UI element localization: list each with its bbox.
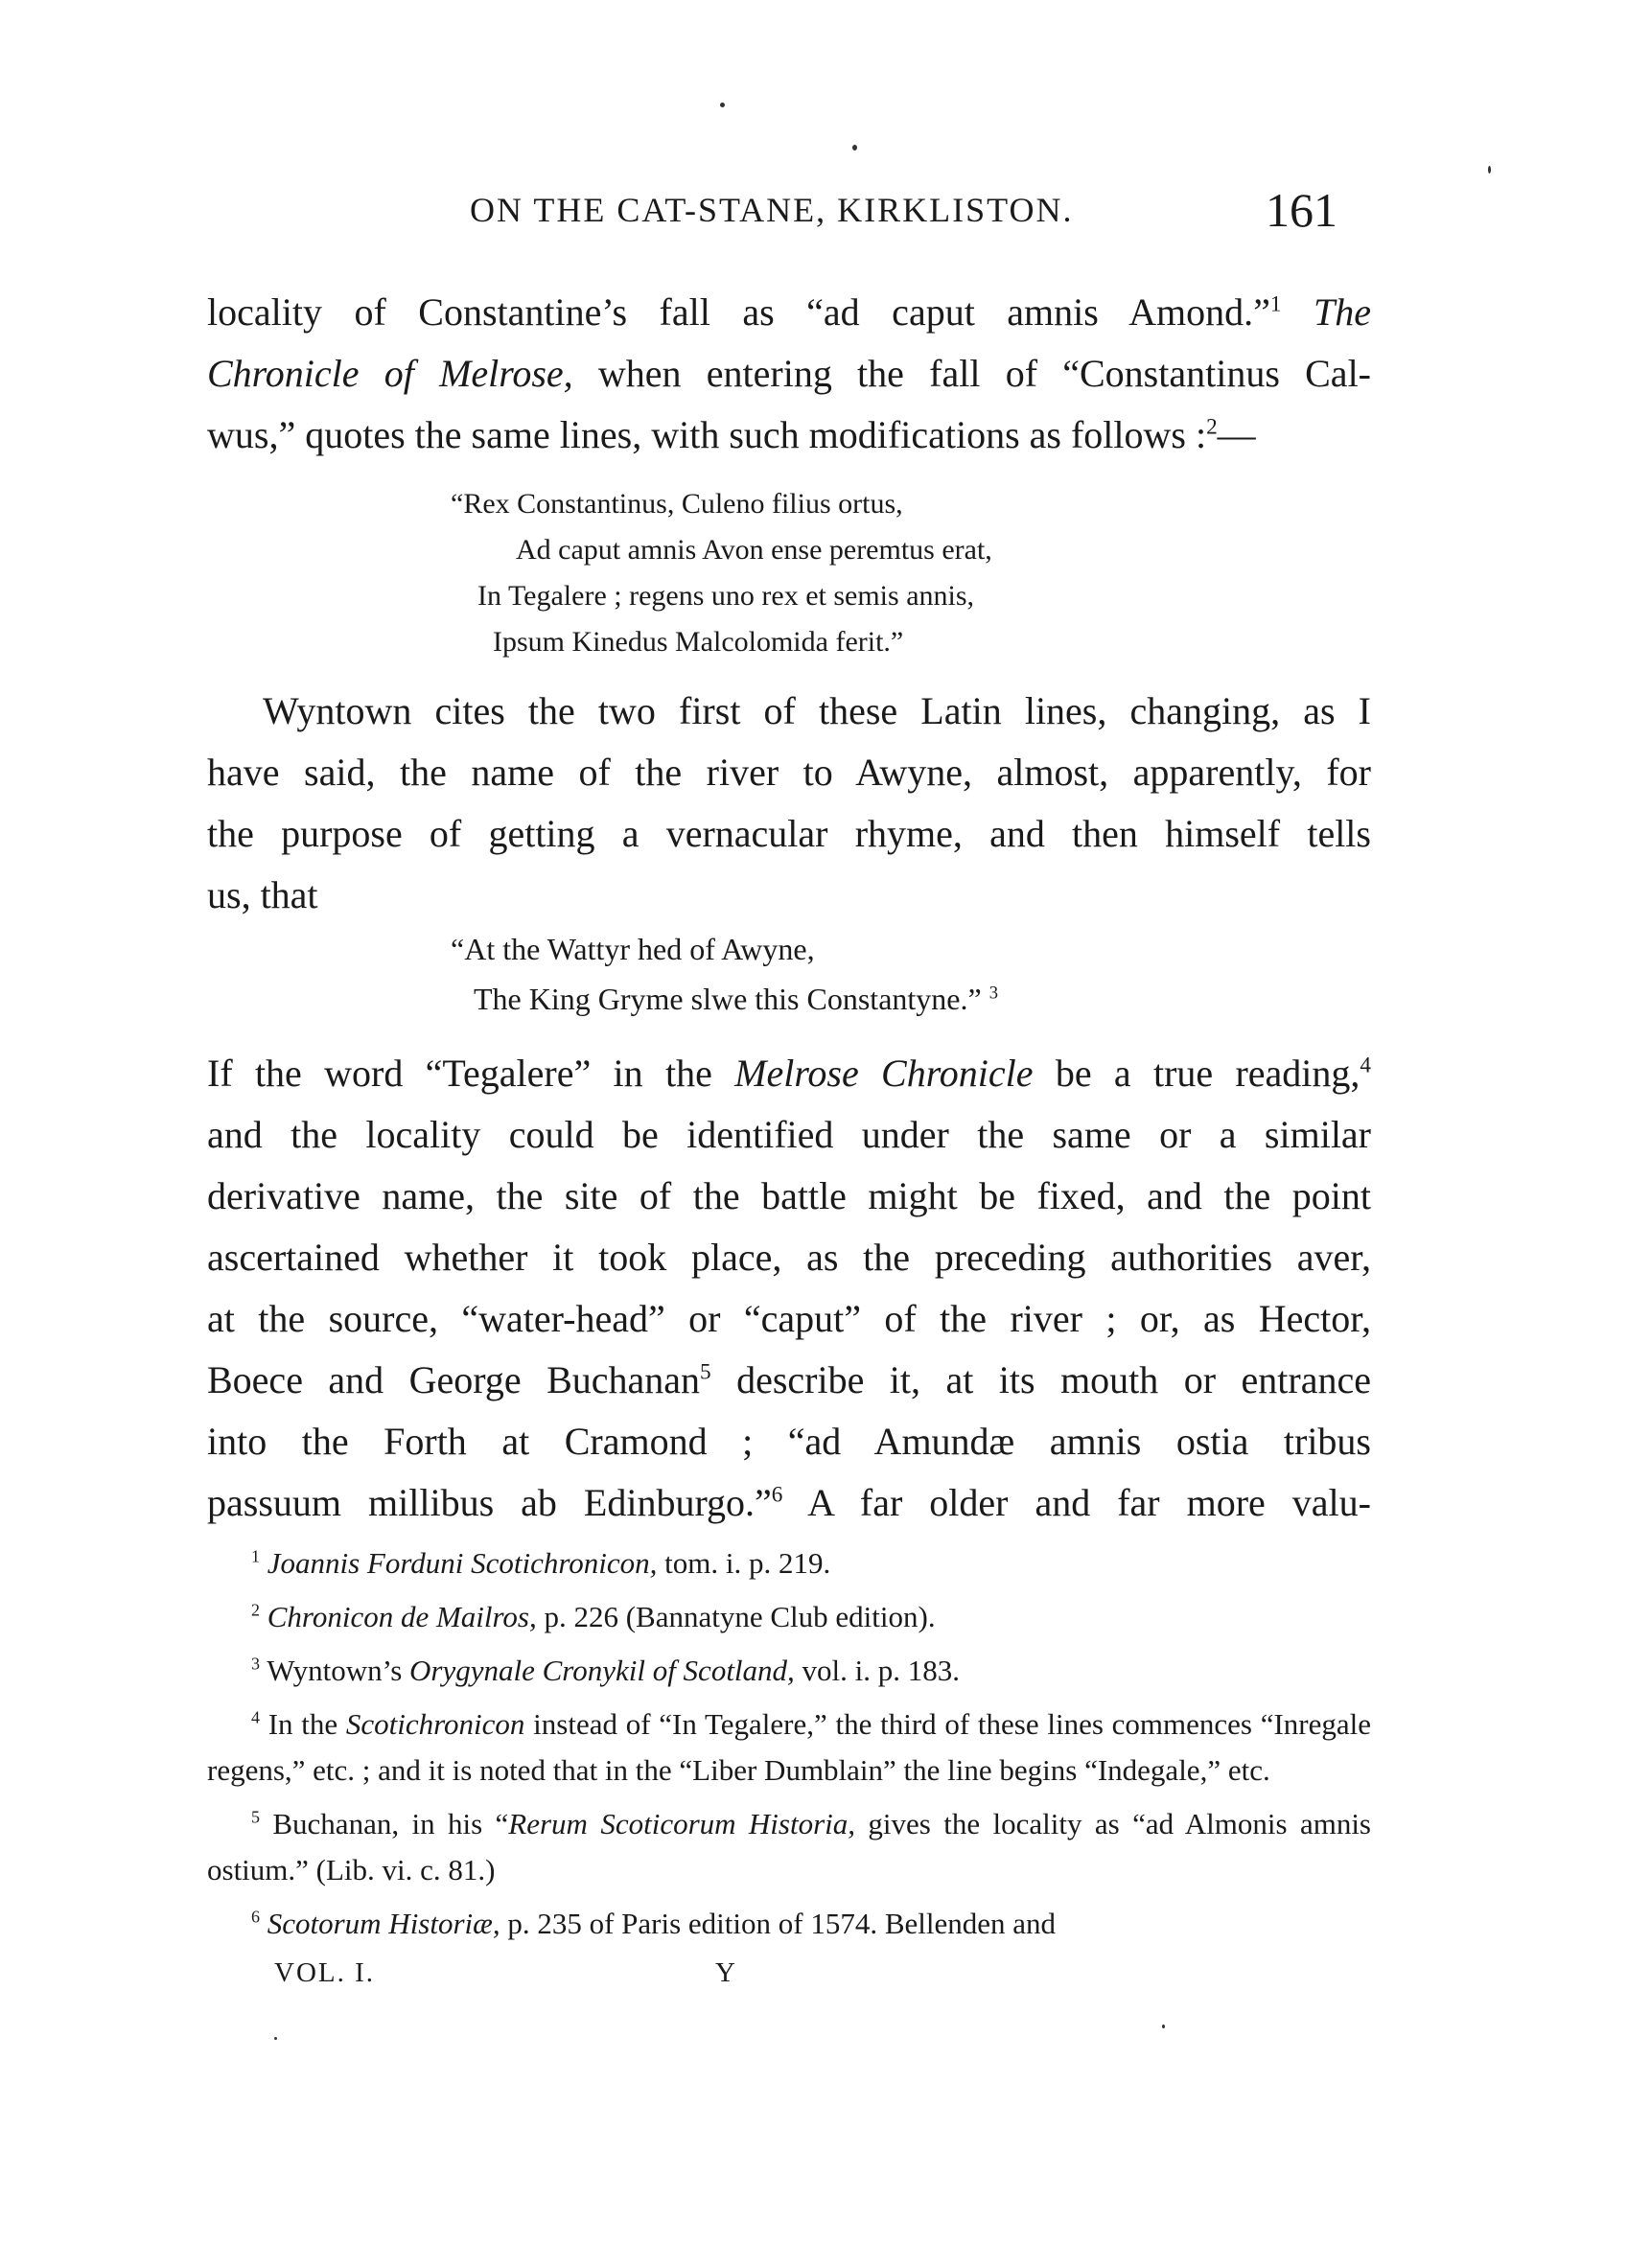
footnote-ref: 4	[1360, 1053, 1372, 1078]
body-line: derivative name, the site of the battle might be fixed, and the point	[207, 1174, 1371, 1217]
footnote-ref: 2	[1206, 414, 1218, 440]
running-title: ON THE CAT-STANE, KIRKLISTON.	[470, 191, 1074, 229]
volume-signature: VOL. I.	[274, 1957, 376, 1988]
print-speck	[720, 103, 725, 107]
print-speck	[1488, 166, 1491, 174]
footnote-ref: 3	[988, 983, 998, 1004]
footnote: $^2$ Chronicon de Mailros, p. 226 (Bannatyne Club edition).	[251, 1600, 936, 1633]
print-speck	[852, 145, 857, 150]
verse-line: The King Gryme slwe this Constantyne.” $^3$	[474, 982, 998, 1016]
footnotes	[207, 1540, 1371, 1955]
page-number: 161	[1266, 183, 1337, 237]
body-line: Wyntown cites the two first of these Latin lines, changing, as I	[263, 689, 1371, 732]
verse-line: “At the Wattyr hed of Awyne,	[451, 932, 815, 966]
body-line: into the Forth at Cramond ; “ad Amundæ amnis ostia tribus	[207, 1420, 1371, 1463]
footnote-ref: 6	[771, 1482, 783, 1508]
footnote: $^1$ Joannis Forduni Scotichronicon, tom. i. p. 219.	[251, 1546, 831, 1580]
print-speck	[1162, 2025, 1165, 2028]
signature-letter: Y	[715, 1957, 735, 1988]
footnote: $^6$ Scotorum Historiæ, p. 235 of Paris edition of 1574. Bellenden and	[251, 1907, 1057, 1940]
body-line: have said, the name of the river to Awyne, almost, apparently, for	[207, 751, 1371, 794]
footnote: $^3$ Wyntown’s Orygynale Cronykil of Scotland, vol. i. p. 183.	[251, 1654, 961, 1687]
body-line: ascertained whether it took place, as the preceding authorities aver,	[207, 1236, 1371, 1279]
body-line: wus,” quotes the same lines, with such modifications as follows :$^2$—	[207, 413, 1256, 456]
body-line: at the source, “water-head” or “caput” of the river ; or, as Hector,	[207, 1297, 1371, 1340]
body-line: the purpose of getting a vernacular rhyme, and then himself tells	[207, 812, 1371, 855]
body-line: and the locality could be identified under the same or a similar	[207, 1113, 1371, 1156]
footnote-ref: 1	[1269, 291, 1282, 317]
body-line: Chronicle of Melrose, when entering the fall of “Constantinus Cal-	[207, 352, 1371, 395]
body-line: If the word “Tegalere” in the Melrose Chronicle be a true reading,$^4$	[207, 1052, 1372, 1095]
verse-line: Ipsum Kinedus Malcolomida ferit.”	[493, 626, 904, 658]
footnote: $^5$ Buchanan, in his “Rerum Scoticorum Historia, gives the locality as “ad Almonis amnis ostium.” (Lib. vi. c. 81.)	[207, 1807, 1371, 1886]
body-line: passuum millibus ab Edinburgo.”$^6$ A far older and far more valu-	[207, 1481, 1371, 1524]
footnote-ref: 5	[700, 1359, 711, 1385]
body-line: us, that	[207, 873, 318, 916]
body-line: locality of Constantine’s fall as “ad caput amnis Amond.”$^1$ The	[207, 290, 1371, 334]
footnote: $^4$ In the Scotichronicon instead of “In Tegalere,” the third of these lines commences “Inregale regens,” etc. ; and it is noted that in the “Liber Dumblain” the line begins “Indegale,” etc.	[207, 1707, 1371, 1787]
verse-quotation	[451, 924, 998, 1024]
verse-line: In Tegalere ; regens uno rex et semis annis,	[477, 580, 975, 612]
verse-line: Ad caput amnis Avon ense peremtus erat,	[516, 534, 992, 566]
verse-quotation	[451, 481, 992, 665]
verse-line: “Rex Constantinus, Culeno filius ortus,	[451, 488, 903, 520]
body-line: Boece and George Buchanan$^5$ describe it, at its mouth or entrance	[207, 1358, 1371, 1401]
print-speck	[274, 2037, 277, 2040]
